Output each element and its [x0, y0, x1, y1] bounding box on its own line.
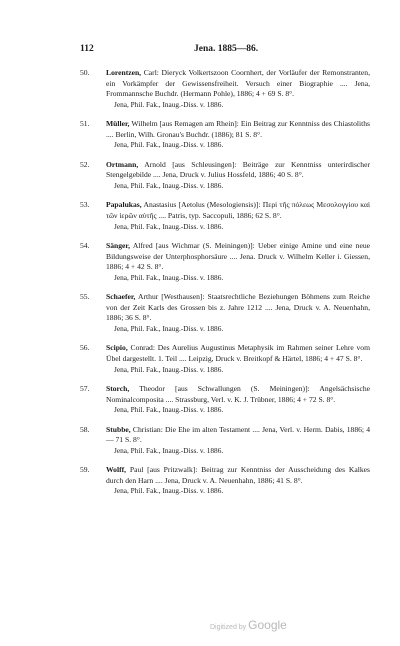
- entry-text: Theodor [aus Schwallungen (S. Meiningen)]: Angelsächsische Nominalcomposita .... Strassburg, Verl. v. K. J. Trübner, 1886; 4 + 72 S. 8°.: [106, 383, 370, 404]
- entry-dissertation: Jena, Phil. Fak., Inaug.-Diss. v. 1886.: [114, 272, 224, 282]
- entry-dissertation: Jena, Phil. Fak., Inaug.-Diss. v. 1886.: [114, 140, 224, 150]
- entry-author: Ortmann,: [106, 159, 139, 169]
- entry-body: [106, 465, 370, 486]
- entry-body: [106, 200, 370, 221]
- list-item: [80, 343, 370, 375]
- list-item: [80, 384, 370, 416]
- entry-number: 56.: [80, 343, 90, 353]
- entry-number: 52.: [80, 159, 90, 169]
- list-item: [80, 119, 370, 151]
- digitization-watermark: [210, 618, 287, 632]
- entry-body: [106, 68, 370, 100]
- watermark-prefix: Digitized by: [210, 624, 247, 631]
- entry-number: 55.: [80, 292, 90, 302]
- entry-number: 50.: [80, 68, 90, 77]
- entry-author: Stubbe,: [106, 424, 131, 434]
- entry-dissertation: Jena, Phil. Fak., Inaug.-Diss. v. 1886.: [114, 364, 224, 374]
- entry-dissertation: Jena, Phil. Fak., Inaug.-Diss. v. 1886.: [114, 323, 224, 333]
- list-item: [80, 292, 370, 334]
- entry-number: 54.: [80, 240, 90, 250]
- entry-body: [106, 384, 370, 405]
- google-logo: Google: [248, 618, 287, 632]
- entry-author: Storch,: [106, 383, 130, 393]
- list-item: [80, 200, 370, 232]
- entry-dissertation: Jena, Phil. Fak., Inaug.-Diss. v. 1886.: [114, 405, 224, 415]
- entry-author: Lorentzen,: [106, 68, 142, 77]
- entry-text: Paul [aus Pritzwalk]: Beitrag zur Kenntniss der Ausscheidung des Kalkes durch den Harn .... Jena, Druck v. A. Neuenhahn, 1886; 41 S. 8°.: [106, 465, 370, 485]
- entry-body: [106, 425, 370, 446]
- entry-body: [106, 160, 370, 181]
- entry-author: Müller,: [106, 119, 130, 129]
- entry-author: Wolff,: [106, 465, 127, 475]
- entry-dissertation: Jena, Phil. Fak., Inaug.-Diss. v. 1886.: [114, 445, 224, 455]
- entry-dissertation: Jena, Phil. Fak., Inaug.-Diss. v. 1886.: [114, 99, 224, 109]
- entry-text: Conrad: Des Aurelius Augustinus Metaphysik im Rahmen seiner Lehre vom Übel dargestellt. 1. Teil .... Leipzig, Druck v. Breitkopf & Härtel, 1886; 4 + 47 S. 8°.: [106, 343, 370, 363]
- entry-text: Alfred [aus Wichmar (S. Meiningen)]: Ueber einige Amine und eine neue Bildungsweise der Unterphosphorsäure .... Jena. Druck v. Wilhelm Keller i. Giessen, 1886; 4 + 42 S. 8°.: [106, 240, 370, 272]
- entry-text: Christian: Die Ehe im alten Testament .... Jena, Verl. v. Herm. Dabis, 1886; 4 — 71 S. 8°.: [106, 424, 370, 445]
- entry-text: Carl: Dieryck Volkertszoon Coornhert, der Vorläufer der Remonstranten, ein Vorkämpfer der Gewissensfreiheit. Versuch einer Biographie .... Jena, Frommannsche Buchdr. (Hermann Pohle), 1886; 4 + 69 S. 8°.: [106, 68, 370, 99]
- entry-number: 57.: [80, 383, 90, 393]
- entry-body: [106, 292, 370, 324]
- entry-text: Anastasius [Aetolus (Mesologiensis)]: Περὶ τῆς πόλεως Μεσολογγίου καὶ τῶν ἱερῶν αὐτῆς .... Patris, typ. Saccopuli, 1886; 62 S. 8°.: [106, 200, 370, 220]
- entry-text: Wilhelm [aus Remagen am Rhein]: Ein Beitrag zur Kenntniss des Chiastoliths .... Berlin, Wilh. Gronau's Buchdr. (1886); 81 S. 8°.: [106, 119, 370, 139]
- entry-dissertation: Jena, Phil. Fak., Inaug.-Diss. v. 1886.: [114, 180, 224, 190]
- list-item: [80, 241, 370, 283]
- entry-number: 58.: [80, 424, 90, 434]
- entry-author: Schaefer,: [106, 292, 136, 302]
- list-item: [80, 465, 370, 497]
- entry-author: Scipio,: [106, 343, 128, 353]
- page-number: 112: [80, 44, 94, 54]
- entry-dissertation: Jena, Phil. Fak., Inaug.-Diss. v. 1886.: [114, 486, 224, 496]
- entry-list: [80, 68, 370, 506]
- entry-body: [106, 241, 370, 273]
- entry-body: [106, 343, 370, 364]
- running-title: Jena. 1885—86.: [194, 44, 259, 54]
- entry-number: 51.: [80, 119, 90, 129]
- entry-body: [106, 119, 370, 140]
- list-item: [80, 425, 370, 457]
- entry-number: 59.: [80, 465, 90, 475]
- list-item: [80, 68, 370, 110]
- entry-author: Papalukas,: [106, 200, 142, 210]
- entry-dissertation: Jena, Phil. Fak., Inaug.-Diss. v. 1886.: [114, 221, 224, 231]
- entry-text: Arnold [aus Schleusingen]: Beiträge zur Kenntniss unterirdischer Stengelgebilde .... Jena, Druck v. Julius Hossfeld, 1886; 40 S. 8°.: [106, 159, 370, 180]
- entry-author: Sänger,: [106, 240, 130, 250]
- entry-text: Arthur [Westhausen]: Staatsrechtliche Beziehungen Böhmens zum Reiche von der Zeit Karls des Grossen bis z. Jahre 1212 .... Jena, Druck v. A. Neuenhahn, 1886; 36 S. 8°.: [106, 292, 370, 323]
- list-item: [80, 160, 370, 192]
- entry-number: 53.: [80, 200, 90, 210]
